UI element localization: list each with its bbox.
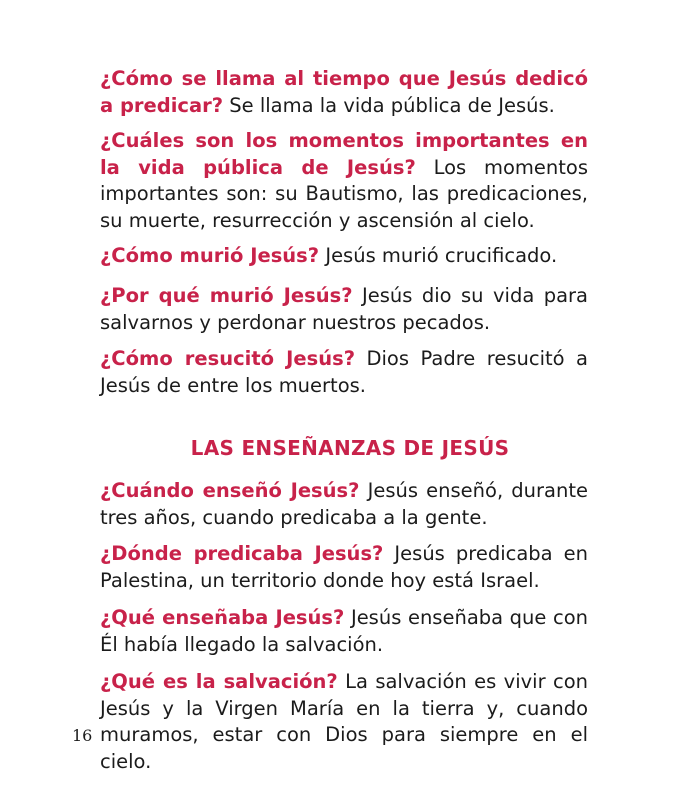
qa-item-8	[100, 605, 588, 658]
answer-text: Jesús enseñaba que con Él había llegado la salvación.	[100, 606, 589, 656]
answer-text: Jesús murió crucificado.	[325, 244, 558, 267]
answer-text: Jesús dio su vida para salvarnos y perdonar nuestros pecados.	[100, 284, 588, 334]
question-text: ¿Cómo resucitó Jesús?	[100, 347, 356, 370]
qa-item-1	[100, 66, 588, 119]
question-text: ¿Qué es la salvación?	[100, 670, 338, 693]
question-text: ¿Cuándo enseñó Jesús?	[100, 479, 360, 502]
question-text: ¿Dónde predicaba Jesús?	[100, 542, 384, 565]
qa-item-3	[100, 243, 588, 270]
answer-text: Dios Padre resucitó a Jesús de entre los muertos.	[100, 347, 588, 397]
answer-text: La salvación es vivir con Jesús y la Virgen María en la tierra y, cuando muramos, estar con Dios para siempre en el cielo.	[100, 670, 588, 773]
question-text: ¿Cómo se llama al tiempo que Jesús dedicó a predicar?	[100, 67, 588, 117]
qa-item-7	[100, 541, 588, 594]
section-heading: LAS ENSEÑANZAS DE JESÚS	[190, 436, 510, 460]
question-text: ¿Cómo murió Jesús?	[100, 244, 320, 267]
qa-item-5	[100, 346, 588, 399]
answer-text: Jesús predicaba en Palestina, un territorio donde hoy está Israel.	[100, 542, 588, 592]
question-text: ¿Qué enseñaba Jesús?	[100, 606, 345, 629]
page-number: 16	[72, 726, 93, 745]
answer-text: Los momentos importantes son: su Bautismo, las predicaciones, su muerte, resurrección y ascensión al cielo.	[100, 155, 589, 232]
qa-item-9	[100, 669, 588, 775]
answer-text: Se llama la vida pública de Jesús.	[229, 93, 555, 117]
qa-item-4	[100, 283, 588, 336]
question-text: ¿Por qué murió Jesús?	[100, 284, 353, 307]
qa-item-6	[100, 478, 588, 531]
qa-item-2	[100, 128, 588, 234]
question-text: ¿Cuáles son los momentos importantes en la vida pública de Jesús?	[100, 129, 588, 179]
answer-text: Jesús enseñó, durante tres años, cuando predicaba a la gente.	[100, 479, 589, 529]
